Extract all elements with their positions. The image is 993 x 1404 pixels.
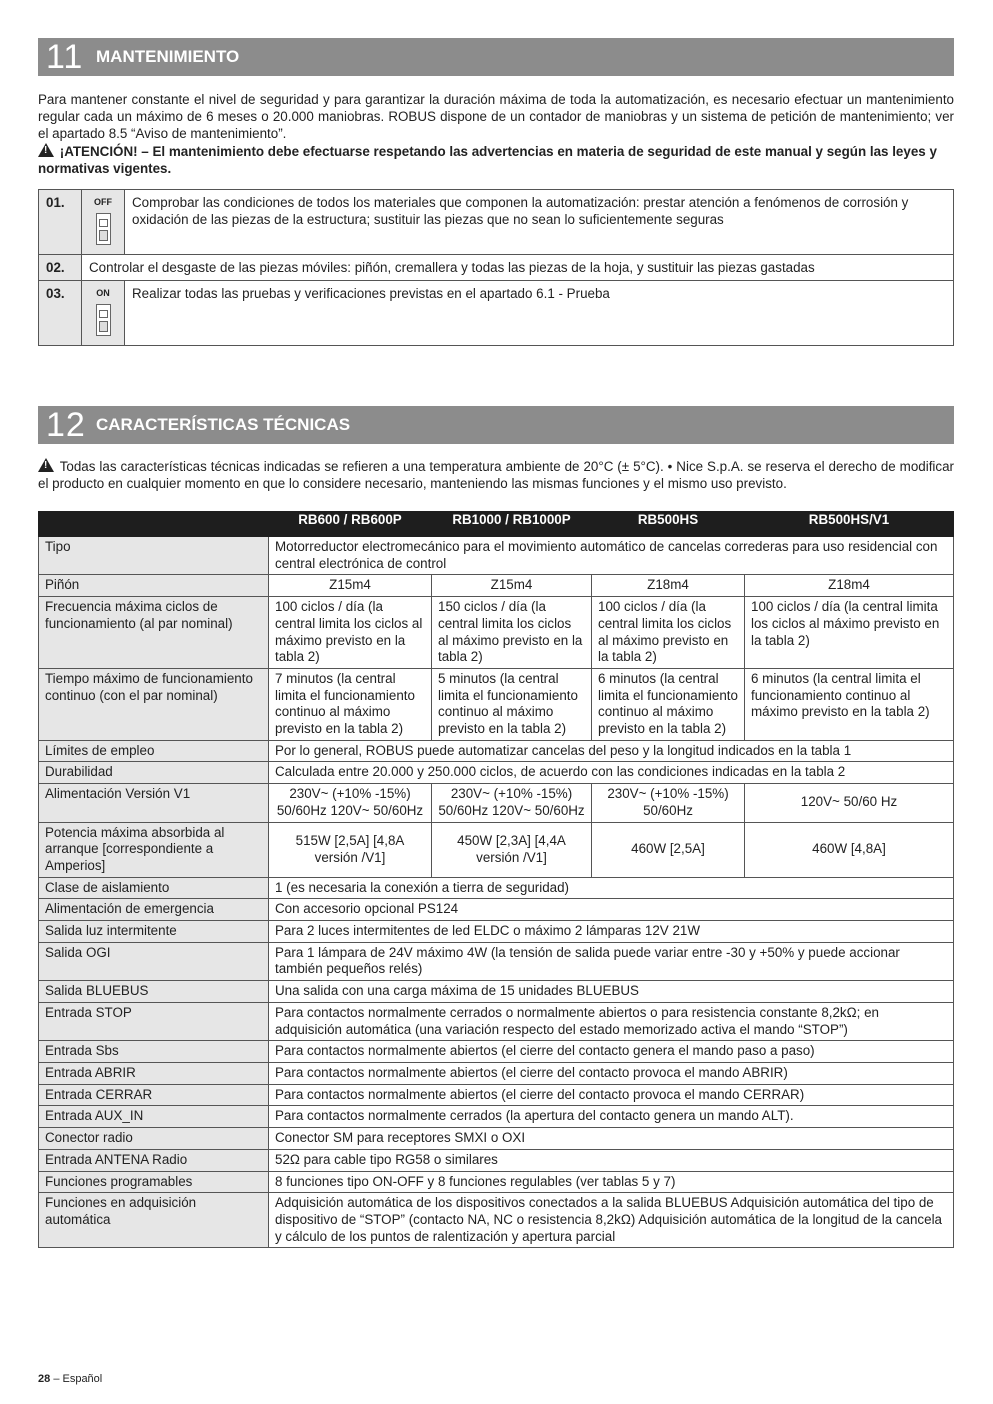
row-value: 52Ω para cable tipo RG58 o similares: [269, 1149, 954, 1171]
row-value: Conector SM para receptores SMXI o OXI: [269, 1128, 954, 1150]
step-number: 03.: [39, 281, 82, 346]
on-label: ON: [96, 288, 110, 298]
table-row: [39, 740, 954, 762]
specs-note: [38, 458, 954, 492]
row-label: Alimentación Versión V1: [39, 784, 269, 822]
maintenance-table: [38, 189, 954, 346]
table-row: [39, 1149, 954, 1171]
row-label: Límites de empleo: [39, 740, 269, 762]
row-value: Para contactos normalmente abiertos (el cierre del contacto genera el mando paso a paso): [269, 1041, 954, 1063]
page-footer: [38, 1373, 102, 1385]
table-row: [39, 597, 954, 669]
row-value: Motorreductor electromecánico para el movimiento automático de cancelas correderas para uso residencial con central electrónica de control: [269, 537, 954, 575]
cell: Z18m4: [592, 575, 745, 597]
column-header: RB600 / RB600P: [269, 512, 432, 537]
cell: Z18m4: [745, 575, 954, 597]
table-row: [39, 1193, 954, 1248]
row-label: Salida luz intermitente: [39, 921, 269, 943]
row-value: Para 1 lámpara de 24V máximo 4W (la tensión de salida puede variar entre -30 y +50% y puede accionar también pequeños relés): [269, 942, 954, 980]
column-header: RB500HS/V1: [745, 512, 954, 537]
row-label: Funciones programables: [39, 1171, 269, 1193]
cell: 515W [2,5A] [4,8A versión /V1]: [269, 822, 432, 877]
table-row: [39, 281, 954, 346]
table-row: [39, 981, 954, 1003]
column-header: RB1000 / RB1000P: [432, 512, 592, 537]
row-value: Calculada entre 20.000 y 250.000 ciclos, de acuerdo con las condiciones indicadas en la tabla 2: [269, 762, 954, 784]
row-label: Entrada Sbs: [39, 1041, 269, 1063]
section-title: CARACTERÍSTICAS TÉCNICAS: [96, 415, 351, 434]
table-row: [39, 762, 954, 784]
row-label: Salida OGI: [39, 942, 269, 980]
row-label: Conector radio: [39, 1128, 269, 1150]
specs-table: [38, 511, 954, 1248]
row-value: Para contactos normalmente cerrados o normalmente abiertos o para resistencia constante 8,2kΩ; en adquisición automática (una variación respecto del estado memorizado activa el mando “STOP”): [269, 1002, 954, 1040]
cell: 230V~ (+10% -15%) 50/60Hz: [592, 784, 745, 822]
table-row: [39, 1062, 954, 1084]
row-label: Entrada ANTENA Radio: [39, 1149, 269, 1171]
section-12-header: [38, 406, 954, 444]
row-value: Una salida con una carga máxima de 15 unidades BLUEBUS: [269, 981, 954, 1003]
row-value: 1 (es necesaria la conexión a tierra de seguridad): [269, 877, 954, 899]
table-row: [39, 1041, 954, 1063]
row-label: Entrada CERRAR: [39, 1084, 269, 1106]
section-number: 12: [46, 406, 86, 444]
row-value: Para contactos normalmente abiertos (el cierre del contacto provoca el mando CERRAR): [269, 1084, 954, 1106]
cell: 460W [4,8A]: [745, 822, 954, 877]
row-value: Para contactos normalmente abiertos (el cierre del contacto provoca el mando ABRIR): [269, 1062, 954, 1084]
cell: 120V~ 50/60 Hz: [745, 784, 954, 822]
warning-icon: [38, 458, 54, 472]
cell: Z15m4: [269, 575, 432, 597]
row-label: Entrada STOP: [39, 1002, 269, 1040]
step-text: Realizar todas las pruebas y verificaciones previstas en el apartado 6.1 - Prueba: [125, 281, 954, 346]
table-row: [39, 668, 954, 740]
table-row: [39, 784, 954, 822]
cell: 5 minutos (la central limita el funcionamiento continuo al máximo previsto en la tabla 2): [432, 668, 592, 740]
table-row: [39, 899, 954, 921]
step-text: Comprobar las condiciones de todos los materiales que componen la automatización: prestar atención a fenómenos de corrosión y oxidación de las piezas de la estructura; sustituir las piezas que no sean lo suficientemente seguras: [125, 190, 954, 255]
off-label: OFF: [94, 197, 112, 207]
row-value: 8 funciones tipo ON-OFF y 8 funciones regulables (ver tablas 5 y 7): [269, 1171, 954, 1193]
table-row: [39, 190, 954, 255]
row-label: Tipo: [39, 537, 269, 575]
step-text: Controlar el desgaste de las piezas móviles: piñón, cremallera y todas las piezas de la hoja, y sustituir las piezas gastadas: [82, 255, 954, 281]
cell: 460W [2,5A]: [592, 822, 745, 877]
row-label: Salida BLUEBUS: [39, 981, 269, 1003]
row-label: Clase de aislamiento: [39, 877, 269, 899]
row-label: Durabilidad: [39, 762, 269, 784]
table-row: [39, 1002, 954, 1040]
table-row: [39, 1128, 954, 1150]
row-value: Adquisición automática de los dispositivos conectados a la salida BLUEBUS Adquisición automática del tipo de dispositivo de “STOP” (contacto NA, NC o resistencia 8,2kΩ) Adquisición automática de la longitud de la cancela y cálculo de los puntos de ralentización y apertura parcial: [269, 1193, 954, 1248]
cell: 100 ciclos / día (la central limita los ciclos al máximo previsto en la tabla 2): [592, 597, 745, 669]
cell: 6 minutos (la central limita el funcionamiento continuo al máximo previsto en la tabla 2): [592, 668, 745, 740]
switch-on-cell: [82, 281, 125, 346]
table-row: [39, 822, 954, 877]
switch-off-cell: [82, 190, 125, 255]
cell: 7 minutos (la central limita el funcionamiento continuo al máximo previsto en la tabla 2): [269, 668, 432, 740]
section-number: 11: [46, 38, 84, 76]
cell: 150 ciclos / día (la central limita los ciclos al máximo previsto en la tabla 2): [432, 597, 592, 669]
column-header: [39, 512, 269, 537]
row-value: Con accesorio opcional PS124: [269, 899, 954, 921]
row-label: Piñón: [39, 575, 269, 597]
maintenance-warning: [38, 143, 954, 177]
row-label: Funciones en adquisición automática: [39, 1193, 269, 1248]
table-row: [39, 255, 954, 281]
maintenance-intro: Para mantener constante el nivel de seguridad y para garantizar la duración máxima de toda la automatización, es necesario efectuar un mantenimiento regular cada un máximo de 6 meses o 20.000 maniobras. ROBUS dispone de un contador de maniobras y un sistema de petición de mantenimiento; ver el apartado 8.5 “Aviso de mantenimiento”.: [38, 92, 954, 141]
cell: 450W [2,3A] [4,4A versión /V1]: [432, 822, 592, 877]
cell: 6 minutos (la central limita el funcionamiento continuo al máximo previsto en la tabla 2): [745, 668, 954, 740]
row-value: Para contactos normalmente cerrados (la apertura del contacto genera un mando ALT).: [269, 1106, 954, 1128]
row-label: Entrada ABRIR: [39, 1062, 269, 1084]
cell: Z15m4: [432, 575, 592, 597]
row-value: Por lo general, ROBUS puede automatizar cancelas del peso y la longitud indicados en la tabla 1: [269, 740, 954, 762]
table-row: [39, 1171, 954, 1193]
table-row: [39, 537, 954, 575]
page-number: 28: [38, 1373, 51, 1385]
row-label: Tiempo máximo de funcionamiento continuo (con el par nominal): [39, 668, 269, 740]
table-header-row: [39, 512, 954, 537]
circuit-breaker-off-icon: [96, 213, 111, 245]
warning-text: ¡ATENCIÓN! – El mantenimiento debe efectuarse respetando las advertencias en materia de seguridad de este manual y según las leyes y normativas vigentes.: [38, 144, 937, 176]
table-row: [39, 1106, 954, 1128]
row-label: Alimentación de emergencia: [39, 899, 269, 921]
table-row: [39, 921, 954, 943]
note-text: Todas las características técnicas indicadas se refieren a una temperatura ambiente de 20°C (± 5°C). • Nice S.p.A. se reserva el derecho de modificar el producto en cualquier momento en que lo considere necesario, manteniendo las mismas funciones y el mismo uso previsto.: [38, 459, 954, 491]
step-number: 02.: [39, 255, 82, 281]
table-row: [39, 575, 954, 597]
section-11-header: [38, 38, 954, 76]
cell: 100 ciclos / día (la central limita los ciclos al máximo previsto en la tabla 2): [745, 597, 954, 669]
cell: 230V~ (+10% -15%) 50/60Hz 120V~ 50/60Hz: [432, 784, 592, 822]
column-header: RB500HS: [592, 512, 745, 537]
row-label: Potencia máxima absorbida al arranque [correspondiente a Amperios]: [39, 822, 269, 877]
table-row: [39, 942, 954, 980]
table-row: [39, 1084, 954, 1106]
step-number: 01.: [39, 190, 82, 255]
row-label: Frecuencia máxima ciclos de funcionamiento (al par nominal): [39, 597, 269, 669]
warning-icon: [38, 143, 54, 157]
cell: 230V~ (+10% -15%) 50/60Hz 120V~ 50/60Hz: [269, 784, 432, 822]
row-value: Para 2 luces intermitentes de led ELDC o máximo 2 lámparas 12V 21W: [269, 921, 954, 943]
row-label: Entrada AUX_IN: [39, 1106, 269, 1128]
cell: 100 ciclos / día (la central limita los ciclos al máximo previsto en la tabla 2): [269, 597, 432, 669]
footer-language: – Español: [53, 1373, 103, 1385]
table-row: [39, 877, 954, 899]
section-title: MANTENIMIENTO: [96, 47, 240, 66]
circuit-breaker-on-icon: [96, 304, 111, 336]
